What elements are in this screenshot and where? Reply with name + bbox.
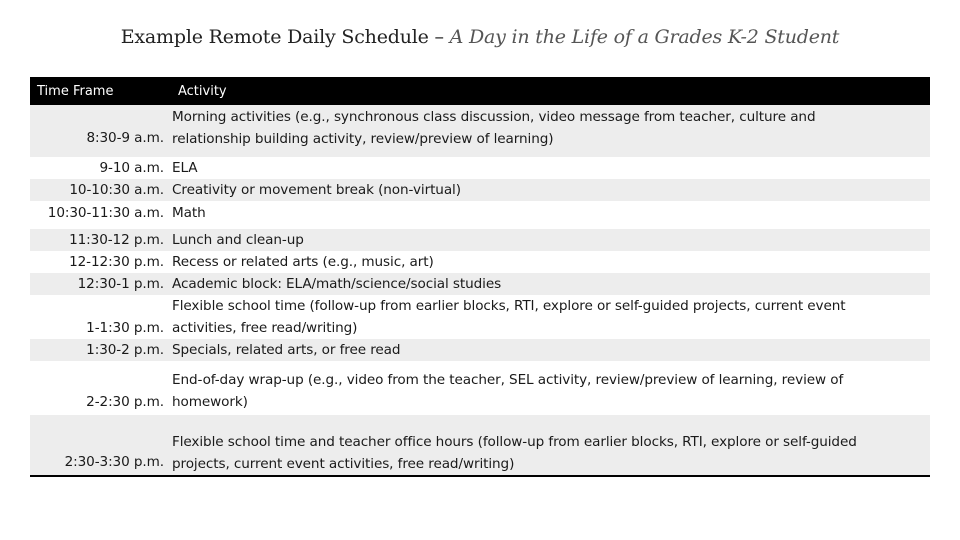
row-activity <box>172 179 932 201</box>
activity-line: relationship building activity, review/preview of learning) <box>172 131 554 147</box>
table-row <box>30 229 930 251</box>
table-row <box>30 157 930 179</box>
activity-line: Academic block: ELA/math/science/social studies <box>172 276 502 292</box>
row-activity <box>172 369 932 413</box>
row-time: 10-10:30 a.m. <box>69 182 164 198</box>
row-time: 2-2:30 p.m. <box>86 394 164 410</box>
table-row <box>30 251 930 273</box>
row-activity <box>172 202 932 224</box>
table-row <box>30 201 930 229</box>
table-row <box>30 179 930 201</box>
row-activity <box>172 431 932 475</box>
activity-line: activities, free read/writing) <box>172 320 358 336</box>
row-activity <box>172 106 932 150</box>
row-time: 1-1:30 p.m. <box>86 320 164 336</box>
activity-line: Flexible school time (follow-up from earlier blocks, RTI, explore or self-guided projects, current event <box>172 298 846 314</box>
activity-line: Lunch and clean-up <box>172 232 304 248</box>
activity-line: Flexible school time and teacher office hours (follow-up from earlier blocks, RTI, explore or self-guided <box>172 434 857 450</box>
table-row <box>30 273 930 295</box>
row-time: 2:30-3:30 p.m. <box>64 454 164 470</box>
table-header <box>30 77 930 105</box>
title-subtitle: A Day in the Life of a Grades K-2 Student <box>449 26 840 48</box>
activity-line: Math <box>172 205 206 221</box>
row-activity <box>172 295 932 339</box>
row-activity <box>172 251 932 273</box>
row-time: 12:30-1 p.m. <box>77 276 164 292</box>
activity-line: End-of-day wrap-up (e.g., video from the teacher, SEL activity, review/preview of learning, review of <box>172 372 844 388</box>
table-bottom-rule <box>30 475 930 477</box>
row-time: 9-10 a.m. <box>99 160 164 176</box>
row-time: 8:30-9 a.m. <box>86 130 164 146</box>
table-row <box>30 361 930 415</box>
row-time: 12-12:30 p.m. <box>69 254 164 270</box>
activity-line: ELA <box>172 160 198 176</box>
table-row <box>30 415 930 475</box>
activity-line: projects, current event activities, free read/writing) <box>172 456 515 472</box>
row-time: 10:30-11:30 a.m. <box>47 205 164 221</box>
row-activity <box>172 273 932 295</box>
row-activity <box>172 339 932 361</box>
header-activity: Activity <box>178 84 227 99</box>
row-activity <box>172 229 932 251</box>
activity-line: Specials, related arts, or free read <box>172 342 401 358</box>
title-main: Example Remote Daily Schedule – <box>120 26 450 48</box>
schedule-table <box>30 77 930 477</box>
activity-line: homework) <box>172 394 248 410</box>
row-time: 11:30-12 p.m. <box>69 232 164 248</box>
row-activity <box>172 157 932 179</box>
activity-line: Recess or related arts (e.g., music, art) <box>172 254 434 270</box>
activity-line: Morning activities (e.g., synchronous class discussion, video message from teacher, culture and <box>172 109 816 125</box>
table-row <box>30 295 930 339</box>
header-time-frame: Time Frame <box>37 84 114 99</box>
table-row <box>30 339 930 361</box>
table-row <box>30 105 930 157</box>
row-time: 1:30-2 p.m. <box>86 342 164 358</box>
page-title <box>0 26 960 48</box>
activity-line: Creativity or movement break (non-virtual) <box>172 182 461 198</box>
